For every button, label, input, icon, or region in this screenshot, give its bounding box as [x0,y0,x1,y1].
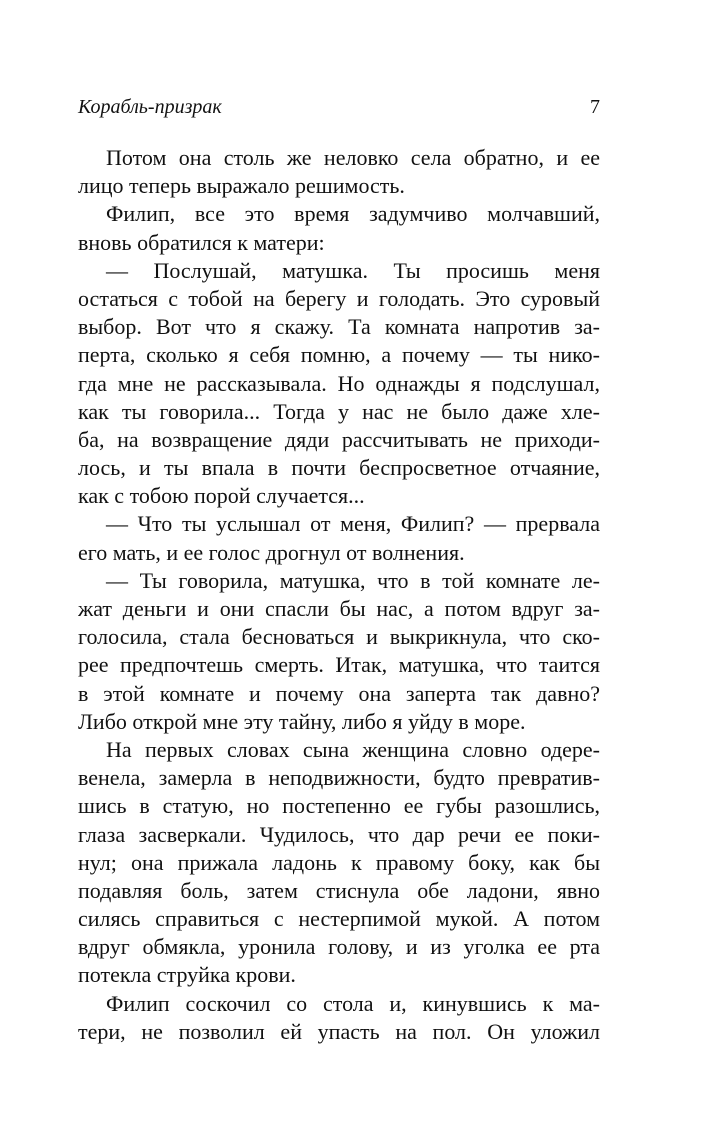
text-line: шись в статую, но постепенно ее губы разошлись, [78,793,600,819]
text-line: нул; она прижала ладонь к правому боку, как бы [78,849,600,875]
text-line: перта, сколько я себя помню, а почему — ты нико- [78,342,600,368]
text-line: Филип соскочил со стола и, кинувшись к ма- [106,990,600,1016]
text-line: как с тобою порой случается... [78,483,365,509]
text-line: — Что ты услышал от меня, Филип? — прервала [106,511,600,537]
text-line: остаться с тобой на берегу и голодать. Это суровый [78,285,600,311]
text-line: Потом она столь же неловко села обратно, и ее [106,145,600,170]
body-text [78,144,600,1046]
text-line: гда мне не рассказывала. Но однажды я подслушал, [78,370,600,396]
text-line: — Послушай, матушка. Ты просишь меня [106,257,600,283]
text-line: голосила, стала бесноваться и выкрикнула, что ско- [78,624,600,650]
text-line: глаза засверкали. Чудилось, что дар речи ее поки- [78,821,600,847]
page-header [78,94,600,120]
running-title: Корабль-призрак [78,96,222,118]
text-line: Филип, все это время задумчиво молчавший, [106,201,600,227]
text-line: вновь обратился к матери: [78,229,325,255]
text-line: выбор. Вот что я скажу. Та комната напротив за- [78,314,600,340]
text-line: в этой комнате и почему она заперта так давно? [78,680,600,706]
text-line: На первых словах сына женщина словно одере- [106,736,600,762]
text-line: вдруг обмякла, уронила голову, и из уголка ее рта [78,934,600,960]
text-line: силясь справиться с нестерпимой мукой. А потом [78,906,600,932]
text-line: рее предпочтешь смерть. Итак, матушка, что таится [78,652,600,678]
text-line: тери, не позволил ей упасть на пол. Он уложил [78,1018,600,1044]
page-number: 7 [590,96,600,118]
text-line: лось, и ты впала в почти беспросветное отчаяние, [78,455,600,481]
text-line: венела, замерла в неподвижности, будто превратив- [78,765,600,791]
text-line: — Ты говорила, матушка, что в той комнате ле- [106,567,600,593]
text-line: потекла струйка крови. [78,962,296,988]
text-line: лицо теперь выражало решимость. [78,173,405,199]
text-line: его мать, и ее голос дрогнул от волнения. [78,539,465,565]
text-line: Либо открой мне эту тайну, либо я уйду в море. [78,708,526,734]
text-line: подавляя боль, затем стиснула обе ладони, явно [78,877,600,903]
text-line: ба, на возвращение дяди рассчитывать не приходи- [78,426,600,452]
text-line: как ты говорила... Тогда у нас не было даже хле- [78,398,600,424]
text-line: жат деньги и они спасли бы нас, а потом вдруг за- [78,596,600,621]
